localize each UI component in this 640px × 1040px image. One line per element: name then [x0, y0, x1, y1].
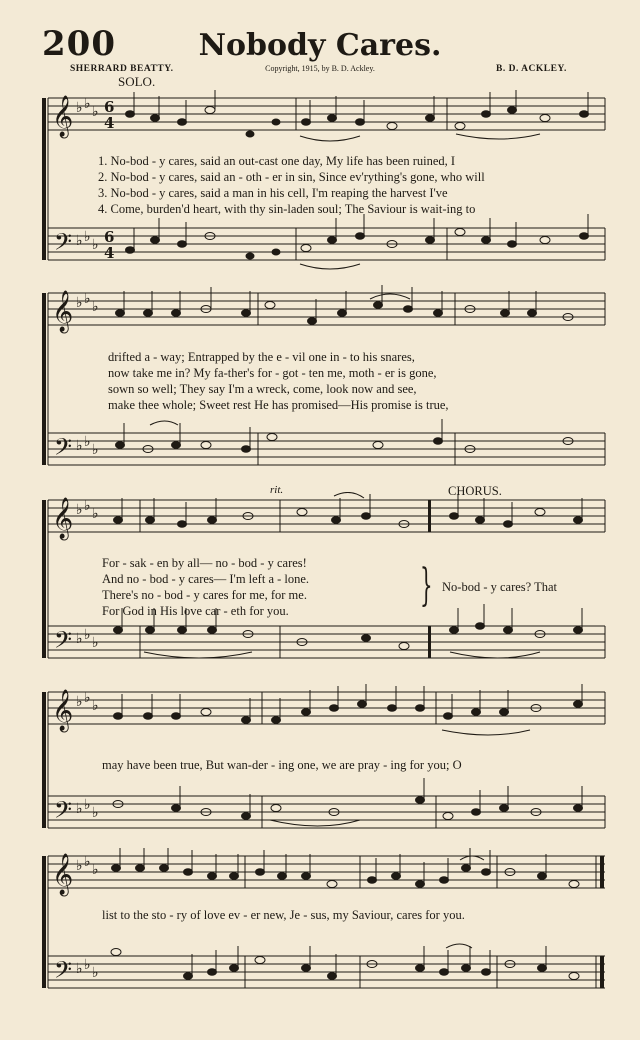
treble-clef-icon: 𝄞: [52, 291, 74, 331]
svg-text:4: 4: [104, 114, 115, 132]
verse-2-line-1: 2. No-bod - y cares, said an - oth - er in sin, Since ev'rything's gone, who will: [98, 170, 485, 184]
bass-clef-icon: 𝄢: [54, 435, 73, 466]
verse-3-line-3: There's no - bod - y cares for me, for me.: [102, 588, 307, 602]
verse-3-line-2: sown so well; They say I'm a wreck, come, look now and see,: [108, 382, 417, 396]
svg-text:♭: ♭: [76, 439, 83, 454]
svg-text:♭: ♭: [76, 101, 83, 116]
svg-text:♭: ♭: [84, 691, 91, 706]
svg-text:6: 6: [104, 228, 115, 246]
svg-text:♭: ♭: [76, 695, 83, 710]
treble-clef-icon: 𝄞: [52, 498, 74, 538]
svg-text:4: 4: [104, 244, 115, 262]
svg-text:♭: ♭: [76, 859, 83, 874]
svg-text:♭: ♭: [76, 503, 83, 518]
lyricist-credit: SHERRARD BEATTY.: [70, 64, 174, 74]
svg-text:♭: ♭: [92, 636, 99, 651]
hymn-title: Nobody Cares.: [198, 28, 442, 63]
svg-text:♭: ♭: [76, 296, 83, 311]
svg-text:6: 6: [104, 98, 115, 116]
svg-text:♭: ♭: [84, 230, 91, 245]
svg-text:♭: ♭: [84, 958, 91, 973]
svg-text:♭: ♭: [92, 966, 99, 981]
music-system-5: [0, 848, 640, 1018]
svg-text:♭: ♭: [92, 238, 99, 253]
svg-text:♭: ♭: [84, 628, 91, 643]
svg-text:♭: ♭: [84, 798, 91, 813]
svg-text:♭: ♭: [92, 863, 99, 878]
chorus-line-3: list to the sto - ry of love ev - er new, Je - sus, my Saviour, cares for you.: [102, 908, 465, 922]
verse-4-line-2: make thee whole; Sweet rest He has promised—His promise is true,: [108, 398, 449, 412]
treble-clef-icon: 𝄞: [52, 96, 74, 136]
treble-clef-icon: 𝄞: [52, 854, 74, 894]
verse-1-line-3: For - sak - en by all— no - bod - y cares!: [102, 556, 307, 570]
chorus-line-1: No-bod - y cares? That: [442, 580, 558, 594]
verse-1-line-2: drifted a - way; Entrapped by the e - vil one in - to his snares,: [108, 350, 415, 364]
chorus-marking: CHORUS.: [448, 484, 502, 498]
hymn-number: 200: [42, 24, 116, 64]
svg-text:♭: ♭: [84, 97, 91, 112]
bass-clef-icon: 𝄢: [54, 628, 73, 659]
svg-text:♭: ♭: [92, 806, 99, 821]
verse-3-line-1: 3. No-bod - y cares, said a man in his cell, I'm reaping the harvest I've: [98, 186, 448, 200]
bass-clef-icon: 𝄢: [54, 230, 73, 261]
verse-1-line-1: 1. No-bod - y cares, said an out-cast one day, My life has been ruined, I: [98, 154, 456, 168]
svg-text:♭: ♭: [92, 699, 99, 714]
svg-text:♭: ♭: [76, 632, 83, 647]
svg-text:♭: ♭: [84, 292, 91, 307]
svg-text:♭: ♭: [76, 962, 83, 977]
treble-clef-icon: 𝄞: [52, 690, 74, 730]
verse-2-line-2: now take me in? My fa-ther's for - got - ten me, moth - er is gone,: [108, 366, 437, 380]
svg-text:♭: ♭: [92, 300, 99, 315]
verse-2-line-3: And no - bod - y cares— I'm left a - lone.: [102, 572, 310, 586]
verse-4-line-1: 4. Come, burden'd heart, with thy sin-laden soul; The Saviour is wait-ing to: [98, 202, 476, 216]
copyright-notice: Copyright, 1915, by B. D. Ackley.: [265, 64, 375, 73]
svg-text:♭: ♭: [92, 105, 99, 120]
svg-text:♭: ♭: [92, 507, 99, 522]
solo-marking: SOLO.: [118, 74, 156, 89]
svg-text:♭: ♭: [76, 802, 83, 817]
composer-credit: B. D. ACKLEY.: [496, 64, 567, 74]
chorus-line-2: may have been true, But wan-der - ing one, we are pray - ing for you; O: [102, 758, 462, 772]
svg-text:♭: ♭: [76, 234, 83, 249]
verse-brace: }: [420, 560, 433, 611]
svg-text:♭: ♭: [84, 435, 91, 450]
verse-4-line-3: For God in His love car - eth for you.: [102, 604, 289, 618]
svg-text:♭: ♭: [84, 855, 91, 870]
bass-clef-icon: 𝄢: [54, 958, 73, 989]
svg-text:♭: ♭: [84, 499, 91, 514]
svg-text:♭: ♭: [92, 443, 99, 458]
bass-clef-icon: 𝄢: [54, 798, 73, 829]
ritardando-marking: rit.: [270, 484, 284, 496]
